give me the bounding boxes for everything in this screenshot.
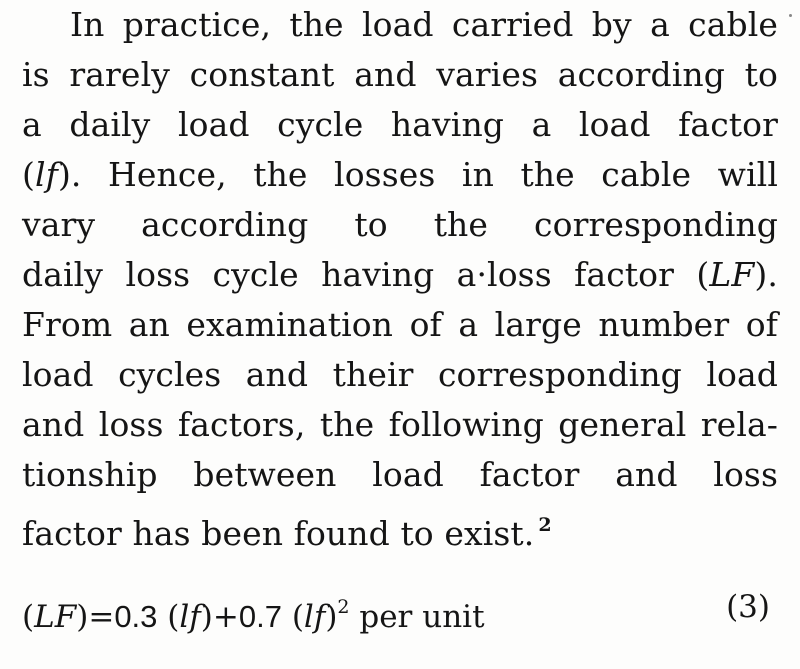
paragraph-line-9 bbox=[22, 400, 778, 450]
line-text: load cycles and their corresponding load bbox=[22, 355, 778, 394]
equation bbox=[22, 582, 485, 642]
line-text: ). bbox=[754, 255, 778, 294]
equation-number: (3) bbox=[726, 589, 770, 625]
paren: ( bbox=[22, 599, 35, 635]
plus-sign: + bbox=[212, 599, 239, 635]
load-factor-var: lf bbox=[179, 599, 201, 635]
paragraph-line-3 bbox=[22, 100, 778, 150]
paragraph-line-6 bbox=[22, 250, 778, 300]
line-text: tionship between load factor and loss bbox=[22, 455, 778, 494]
coefficient-2: 0.7 bbox=[238, 599, 282, 634]
line-text: ). Hence, the losses in the cable will bbox=[57, 155, 778, 194]
line-text: factor has been found to exist. bbox=[22, 514, 535, 553]
line-text: is rarely constant and varies according to bbox=[22, 55, 778, 94]
line-text: From an examination of a large number of bbox=[22, 305, 778, 344]
paren: ) bbox=[200, 599, 213, 635]
line-text: ( bbox=[22, 155, 35, 194]
speck-mark bbox=[789, 14, 792, 17]
paren: ( bbox=[281, 599, 304, 635]
paragraph-line-11 bbox=[22, 500, 778, 559]
footnote-reference: 2 bbox=[538, 514, 552, 536]
paren: ) bbox=[76, 599, 89, 635]
paragraph-line-4 bbox=[22, 150, 778, 200]
loss-factor-symbol: LF bbox=[709, 255, 755, 294]
load-factor-var: lf bbox=[303, 599, 326, 635]
paragraph-line-8 bbox=[22, 350, 778, 400]
paren: ( bbox=[157, 599, 180, 635]
paragraph-line-2 bbox=[22, 50, 778, 100]
paragraph-line-5 bbox=[22, 200, 778, 250]
unit-text: per unit bbox=[349, 599, 485, 635]
paragraph-line-1 bbox=[70, 0, 778, 50]
line-text: and loss factors, the following general rela- bbox=[22, 405, 778, 444]
load-factor-symbol: lf bbox=[34, 155, 58, 194]
line-text: vary according to the corresponding bbox=[22, 205, 778, 244]
line-text: In practice, the load carried by a cable bbox=[70, 5, 778, 44]
paragraph-line-7 bbox=[22, 300, 778, 350]
line-text: daily loss cycle having a·loss factor ( bbox=[22, 255, 710, 294]
equals-sign: = bbox=[88, 599, 115, 635]
loss-factor-var: LF bbox=[34, 599, 77, 635]
paren: ) bbox=[325, 599, 338, 635]
exponent: 2 bbox=[337, 596, 350, 618]
line-text: a daily load cycle having a load factor bbox=[22, 105, 778, 144]
paragraph-line-10 bbox=[22, 450, 778, 500]
coefficient-1: 0.3 bbox=[114, 599, 158, 634]
